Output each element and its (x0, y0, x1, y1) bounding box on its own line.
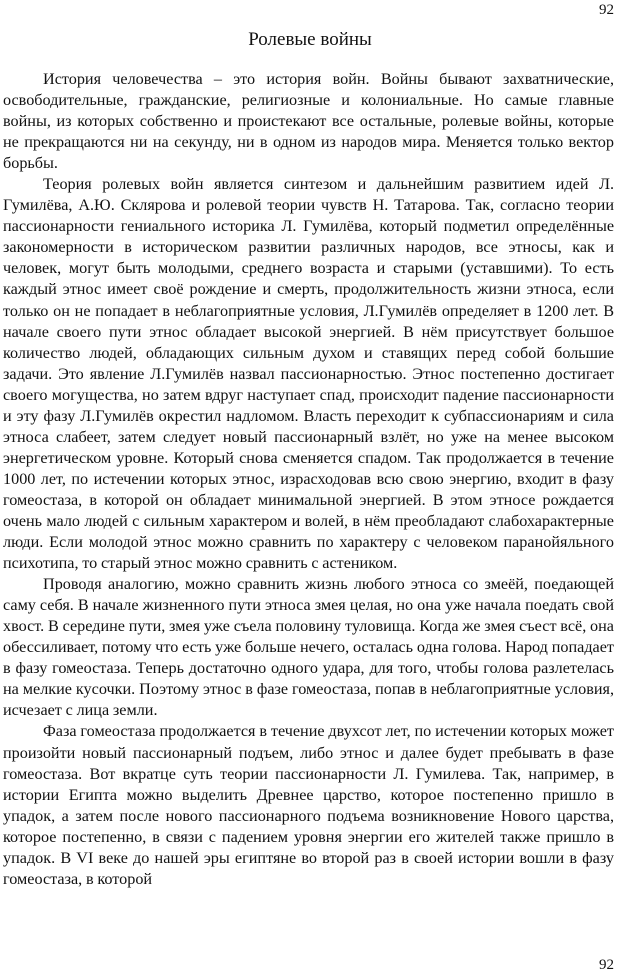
page-number-bottom: 92 (599, 957, 614, 973)
body-text (3, 69, 614, 890)
paragraph-3: Проводя аналогию, можно сравнить жизнь любого этноса со змеёй, поедающей саму себя. В начале жизненного пути этноса змея целая, но она уже начала поедать свой хвост. В середине пути, змея уже съела половину туловища. Когда же змея съест всё, она обессиливает, потому что есть уже больше нечего, осталась одна голова. Народ попадает в фазу гомеостаза. Теперь достаточно одного удара, для того, чтобы голова разлетелась на мелкие кусочки. Поэтому этнос в фазе гомеостаза, попав в неблагоприятные условия, исчезает с лица земли. (3, 575, 614, 720)
paragraph-4: Фаза гомеостаза продолжается в течение двухсот лет, по истечении которых может произойти новый пассионарный подъем, либо этнос и далее будет пребывать в фазе гомеостаза. Вот вкратце суть теории пассионарности Л. Гумилева. Так, например, в истории Египта можно выделить Древнее царство, которое постепенно пришло в упадок, а затем после нового пассионарного подъема возникновение Нового царства, которое постепенно, в связи с падением уровня энергии его жителей также пришло в упадок. В VI веке до нашей эры египтяне во второй раз в своей истории вошли в фазу гомеостаза, в которой (3, 722, 614, 888)
page-number-top: 92 (599, 2, 614, 18)
paragraph-2: Теория ролевых войн является синтезом и дальнейшим развитием идей Л. Гумилёва, А.Ю. Склярова и ролевой теории чувств Н. Татарова. Так, согласно теории пассионарности гениального историка Л. Гумилёва, который подметил определённые закономерности в историческом развитии различных народов, все этносы, как и человек, могут быть молодыми, среднего возраста и старыми (уставшими). То есть каждый этнос имеет своё рождение и смерть, продолжительность жизни этноса, если только он не попадает в неблагоприятные условия, Л.Гумилёв определяет в 1200 лет. В начале своего пути этнос обладает высокой энергией. В нём присутствует большое количество людей, обладающих сильным духом и ставящих перед собой большие задачи. Это явление Л.Гумилёв назвал пассионарностью. Этнос постепенно достигает своего могущества, но затем вдруг наступает спад, происходит падение пассионарности и эту фазу Л.Гумилёв окрестил надломом. Власть переходит к субпассионариям и сила этноса слабеет, затем следует новый пассионарный взлёт, но уже на менее высоком энергетическом уровне. Который снова сменяется спадом. Так продолжается в течение 1000 лет, по истечении которых этнос, израсходовав всю свою энергию, входит в фазу гомеостаза, в которой он обладает минимальной энергией. В этом этносе рождается очень мало людей с сильным характером и волей, в нём преобладают слабохарактерные люди. Если молодой этнос можно сравнить по характеру с человеком паранойяльного психотипа, то старый этнос можно сравнить с астеником. (3, 175, 614, 573)
paragraph-1: История человечества – это история войн. Войны бывают захватнические, освободительные, гражданские, религиозные и колониальные. Но самые главные войны, из которых собственно и проистекают все остальные, ролевые войны, которые не прекращаются ни на секунду, ни в одном из народов мира. Меняется только вектор борьбы. (3, 70, 614, 173)
page-title: Ролевые войны (248, 29, 372, 50)
